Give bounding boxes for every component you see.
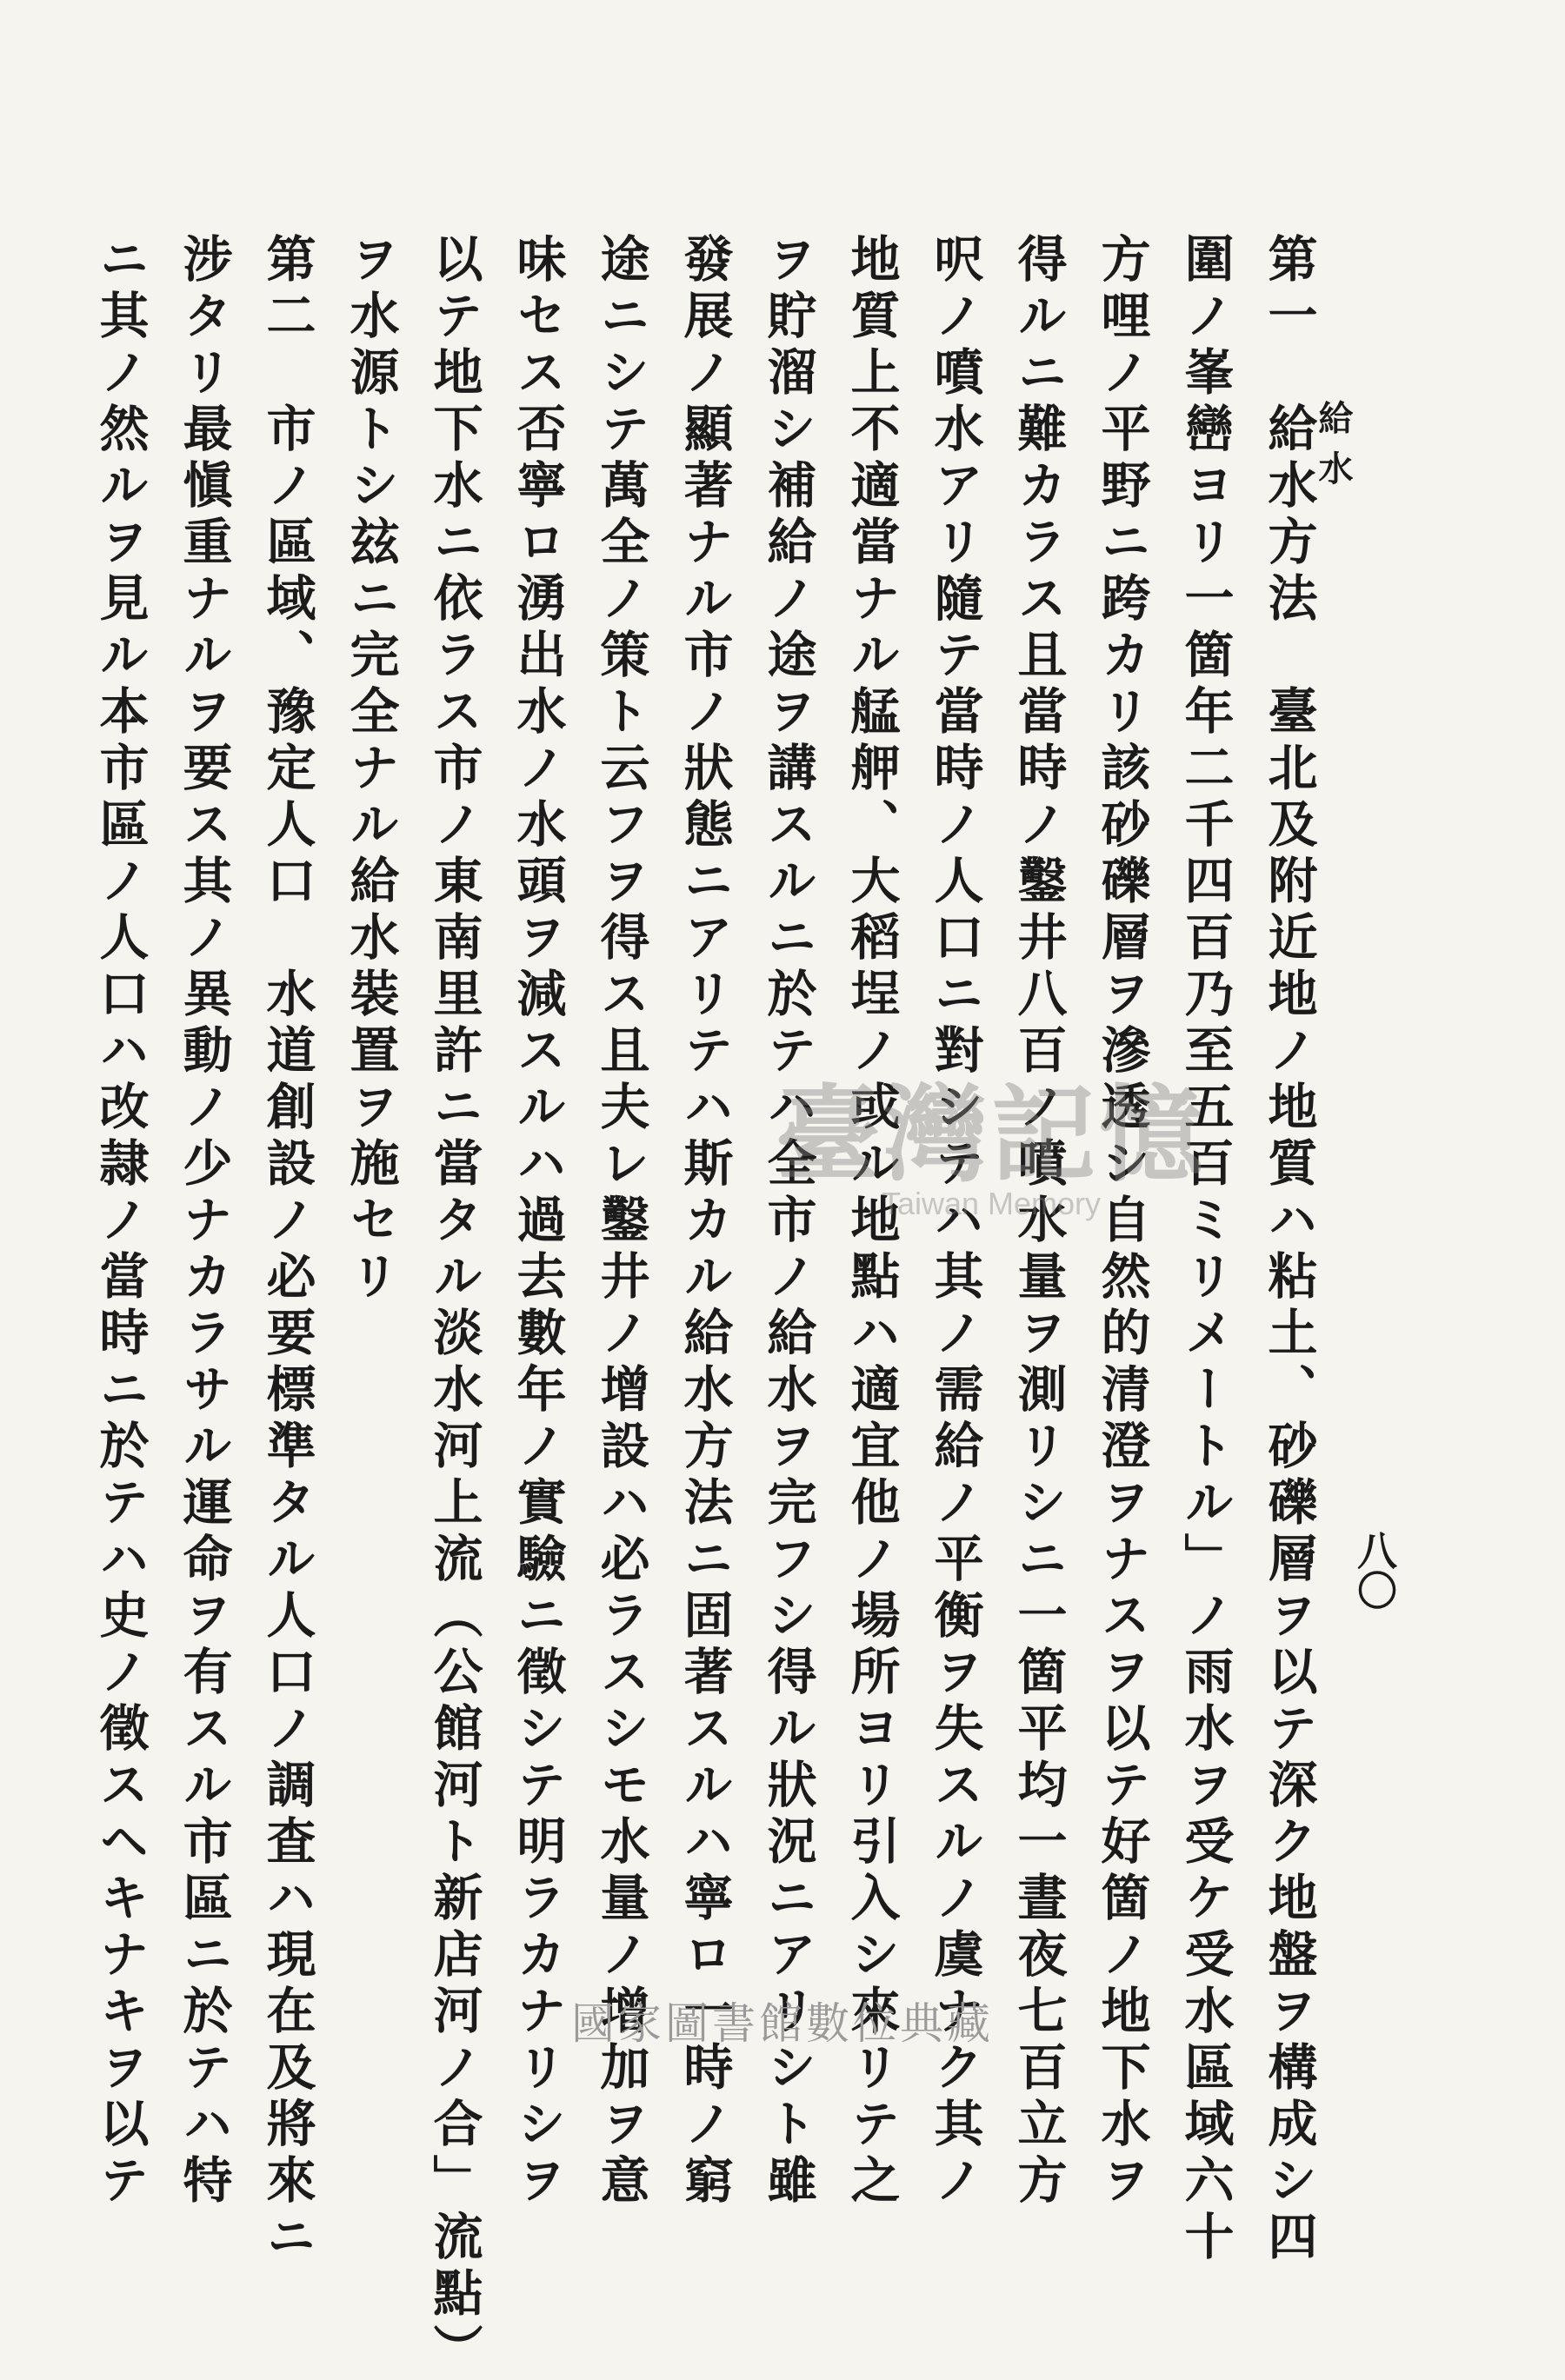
text-column-5: 呎ノ噴水アリ隨テ當時ノ人口ニ對シテハ其ノ需給ノ平衡ヲ失スルノ虞ナク其ノ (926, 233, 984, 2210)
text-column-3: 方哩ノ平野ニ跨カリ該砂礫層ヲ滲透シ自然的清澄ヲナスヲ以テ好箇ノ地下水ヲ (1093, 233, 1151, 2210)
footer-credit: 國家圖書館數位典藏 (571, 1998, 994, 2049)
text-column-15: ニ其ノ然ルヲ見ル本市區ノ人口ハ改隷ノ當時ニ於テハ史ノ徵スヘキナキヲ以テ (91, 233, 150, 2210)
running-head: 給水 (1313, 400, 1354, 501)
watermark-sub: Taiwan Memory (881, 1186, 1102, 1221)
text-column-2: 圍ノ峯巒ヨリ一箇年二千四百乃至五百ミリメートル」ノ雨水ヲ受ケ受水區域六十 (1176, 233, 1235, 2267)
text-column-11: 以テ地下水ニ依ラス市ノ東南里許ニ當タル淡水河上流（公館河ト新店河ノ合」流點） (425, 233, 483, 2380)
watermark-main: 臺灣記憶 (776, 1075, 1207, 1196)
text-column-14: 涉タリ最愼重ナルヲ要ス其ノ異動ノ少ナカラサル運命ヲ有スル市區ニ於テハ特 (175, 233, 233, 2210)
text-column-4: 得ルニ難カラス且當時ノ鑿井八百ノ噴水量ヲ測リシニ一箇平均一晝夜七百立方 (1009, 233, 1068, 2210)
text-column-7: ヲ貯溜シ補給ノ途ヲ講スルニ於テハ全市ノ給水ヲ完フシ得ル狀況ニアリシト雖 (759, 233, 817, 2210)
text-column-13: 第二 市ノ區域、豫定人口 水道創設ノ必要標準タル人口ノ調査ハ現在及將來ニ (258, 233, 316, 2267)
text-column-1: 第一 給水方法 臺北及附近地ノ地質ハ粘土、砂礫層ヲ以テ深ク地盤ヲ構成シ四 (1260, 233, 1318, 2267)
page-number: 八〇 (1351, 1530, 1398, 1610)
text-column-12: ヲ水源トシ玆ニ完全ナル給水裝置ヲ施セリ (342, 233, 400, 1306)
text-column-8: 發展ノ顯著ナル市ノ狀態ニアリテハ斯カル給水方法ニ固著スルハ寧ロ一時ノ窮 (676, 233, 734, 2210)
text-column-9: 途ニシテ萬全ノ策ト云フヲ得ス且夫レ鑿井ノ增設ハ必ラスシモ水量ノ增加ヲ意 (592, 233, 650, 2210)
text-column-10: 味セス否寧ロ湧出水ノ水頭ヲ減スルハ過去數年ノ實驗ニ徵シテ明ラカナリシヲ (509, 233, 567, 2210)
text-column-6: 地質上不適當ナル艋舺、大稻埕ノ或ル地點ハ適宜他ノ場所ヨリ引入シ來リテ之 (842, 233, 901, 2210)
